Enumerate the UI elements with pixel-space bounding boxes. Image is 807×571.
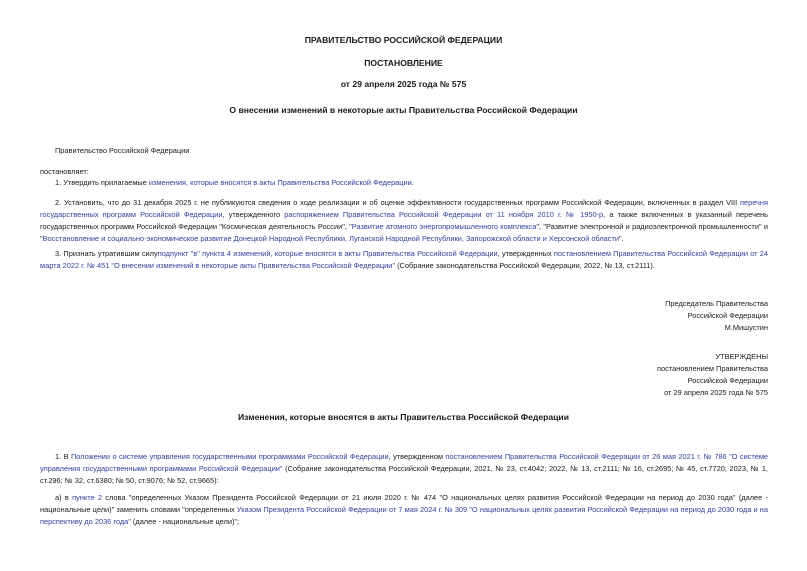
approved-label: УТВЕРЖДЕНЫ	[715, 352, 768, 361]
ca-link-2[interactable]: Указом Президента Российской Федерации от 7 мая 2024 г. № 309 "О национальных целях развития Российской Федерации на период до 2030 года и на перспективу до 2036 года"	[40, 505, 768, 526]
signature-name: М.Мишустин	[724, 323, 768, 332]
c1-text-c: (Собрание законодательства Российской Федерации, 2021, № 23, ст.4042; 2022, № 13, ст.2111; № 16, ст.2695; № 45, ст.7720; 2023, № 1, ст.296; № 32, ст.6380; № 50, ст.9076; № 52, ст.9665):	[40, 464, 768, 485]
p2-link-2[interactable]: распоряжением Правительства Российской Федерации от 11 ноября 2010 г. № 1950-р	[284, 210, 604, 219]
p3-text-a: 3. Признать утратившим силу	[55, 249, 158, 258]
p2-text-a: 2. Установить, что до 31 декабря 2025 г. не публикуются сведения о ходе реализации и об оценке эффективности государственных программ Российской Федерации, включенных в раздел VIII	[55, 198, 740, 207]
approved-block	[468, 351, 768, 399]
p2-link-4[interactable]: Восстановление и социально-экономическое развитие Донецкой Народной Республики, Луганской Народной Республики, Запорожской области и Херсонской области	[42, 234, 619, 243]
p3-text-c: (Собрание законодательства Российской Федерации, 2022, № 13, ст.2111).	[395, 261, 655, 270]
change-subitem-a	[40, 492, 768, 528]
p2-text-e: ".	[618, 234, 624, 243]
intro-text: Правительство Российской Федерации	[55, 146, 190, 155]
paragraph-2	[40, 197, 768, 245]
paragraph-1	[40, 177, 768, 189]
p3-link-1[interactable]: подпункт "в" пункта 4 изменений, которые вносятся в акты Правительства Российской Федерации	[157, 249, 498, 258]
p1-end: .	[411, 178, 414, 187]
signature-country: Российской Федерации	[687, 311, 768, 320]
ca-link-1[interactable]: пункте 2	[72, 493, 103, 502]
decree-word: постановляет:	[40, 167, 89, 176]
p1-link[interactable]: изменения, которые вносятся в акты Правительства Российской Федерации	[148, 178, 412, 187]
paragraph-3	[40, 248, 768, 272]
p2-text-b: , утвержденного	[222, 210, 285, 219]
p3-link-2[interactable]: постановлением Правительства Российской Федерации от 24 марта 2022 г. № 451 "О внесении изменений в некоторые акты Правительства Российской Федерации"	[40, 249, 769, 270]
signature-position: Председатель Правительства	[665, 299, 768, 308]
document-title: О внесении изменений в некоторые акты Правительства Российской Федерации	[229, 105, 578, 115]
c1-link-2[interactable]: постановлением Правительства Российской Федерации от 26 мая 2021 г. № 786 "О системе управления государственными программами Российской Федерации"	[40, 452, 769, 473]
document-date: от 29 апреля 2025 года № 575	[340, 79, 467, 89]
p2-link-1[interactable]: перечня государственных программ Российской Федерации	[40, 198, 768, 219]
changes-title: Изменения, которые вносятся в акты Правительства Российской Федерации	[237, 412, 569, 422]
government-heading: ПРАВИТЕЛЬСТВО РОССИЙСКОЙ ФЕДЕРАЦИИ	[304, 35, 503, 45]
document-type: ПОСТАНОВЛЕНИЕ	[364, 58, 443, 68]
ca-text-c: (далее - национальные цели)";	[130, 517, 240, 526]
c1-text-a: 1. В	[55, 452, 71, 461]
ca-text-a: а) в	[55, 493, 73, 502]
p3-text-b: , утвержденных	[497, 249, 554, 258]
approved-country: Российской Федерации	[687, 376, 768, 385]
p1-text: 1. Утвердить прилагаемые	[55, 178, 149, 187]
approved-date: от 29 апреля 2025 года № 575	[664, 388, 768, 397]
approved-by: постановлением Правительства	[657, 364, 768, 373]
change-item-1	[40, 451, 768, 487]
p2-link-3[interactable]: Развитие атомного энергопромышленного комплекса	[351, 222, 537, 231]
p2-text-d: ", "Развитие электронной и радиоэлектронной промышленности" и "	[40, 222, 768, 243]
ca-text-b: слова "определенных Указом Президента Российской Федерации от 21 июля 2020 г. № 474 "О национальных целях развития Российской Федерации на период до 2030 года" (далее - национальные цели)" заменить словами "определенных	[40, 493, 768, 514]
c1-text-b: , утвержденном	[388, 452, 446, 461]
signature-block	[468, 298, 768, 334]
c1-link-1[interactable]: Положении о системе управления государственными программами Российской Федерации	[70, 452, 389, 461]
p2-text-c: , а также включенных в указанный перечень государственных программ Российской Федерации "Космическая деятельность России", "	[40, 210, 768, 231]
